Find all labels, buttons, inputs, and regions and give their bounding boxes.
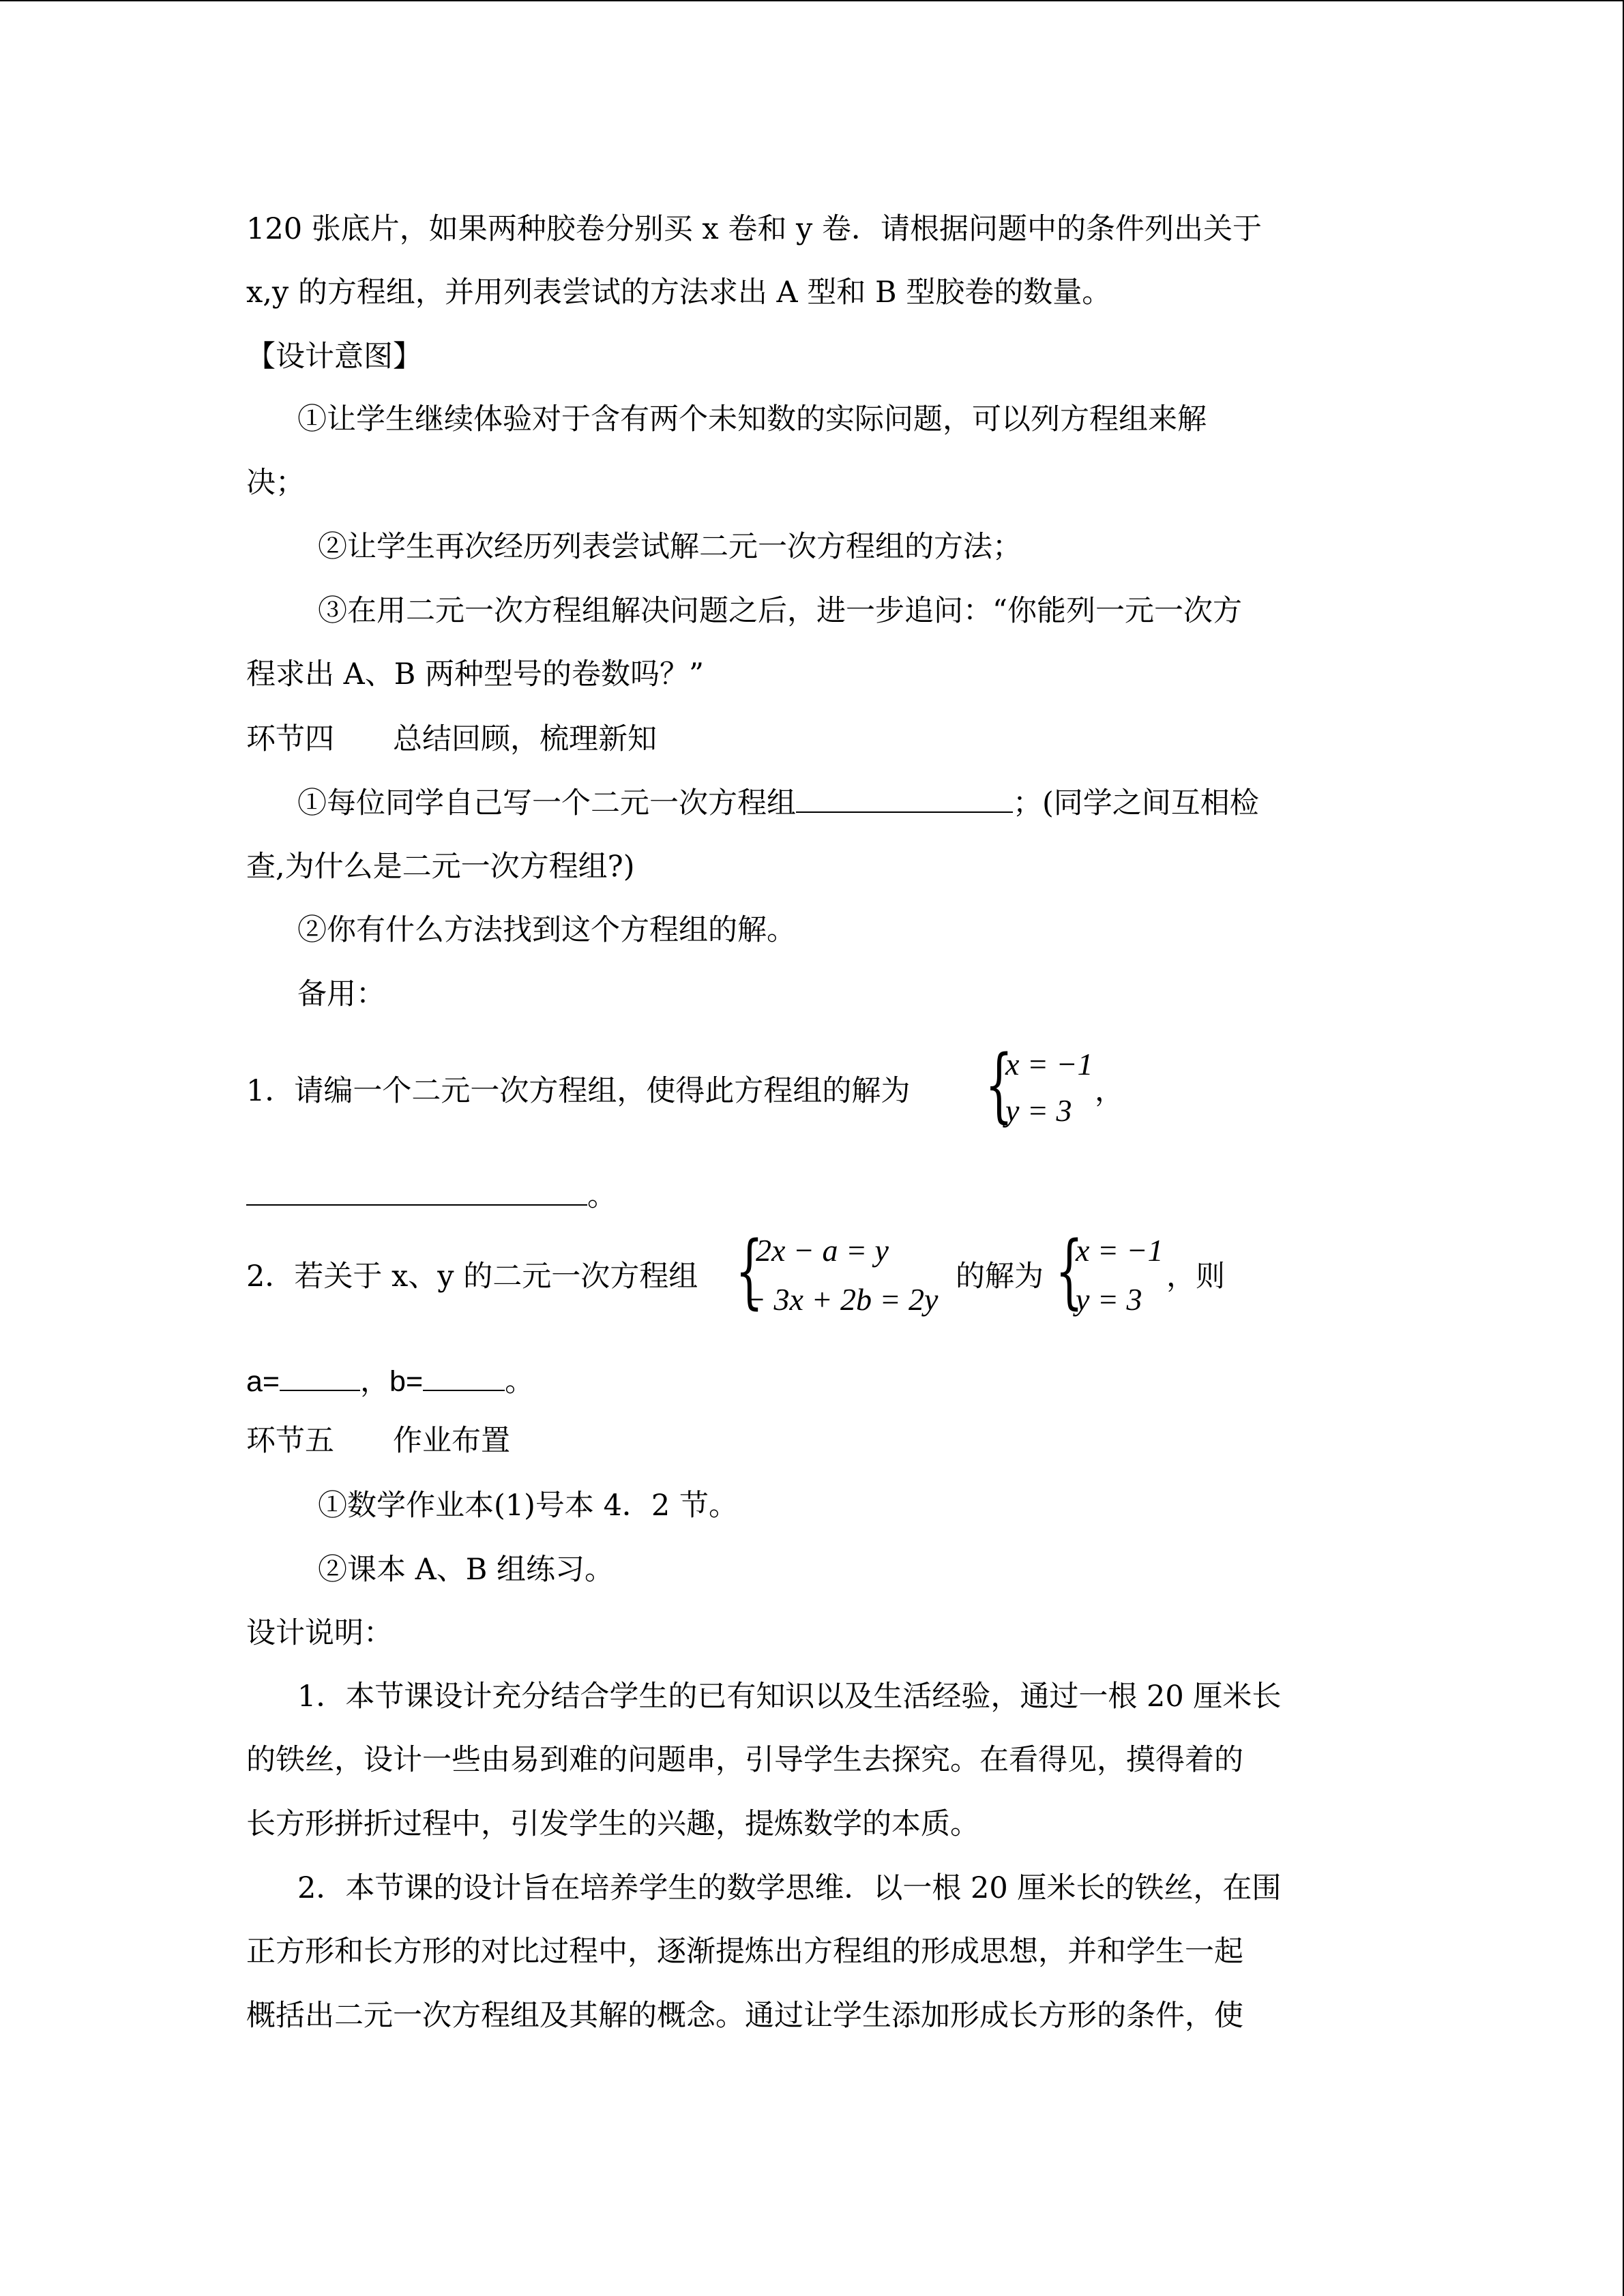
label-a: a=	[246, 1365, 280, 1398]
answer-blank	[423, 1361, 505, 1391]
section-heading: 环节四 总结回顾，梳理新知	[246, 722, 657, 756]
text-line: 概括出二元一次方程组及其解的概念。通过让学生添加形成长方形的条件，使	[246, 1999, 1243, 2033]
equation: y = 3	[1076, 1282, 1142, 1317]
section-heading: 设计说明：	[246, 1616, 393, 1650]
text-line: 决；	[246, 466, 305, 500]
text-line: ①数学作业本(1)号本 4．2 节。	[318, 1489, 738, 1523]
text-line: ③在用二元一次方程组解决问题之后，进一步追问：“你能列一元一次方	[318, 594, 1242, 628]
text-line: 长方形拼折过程中，引发学生的兴趣，提炼数学的本质。	[246, 1807, 979, 1841]
answer-blank	[796, 783, 1013, 813]
text-line: 120 张底片，如果两种胶卷分别买 x 卷和 y 卷．请根据问题中的条件列出关于	[246, 212, 1262, 246]
text-line: 程求出 A、B 两种型号的卷数吗？”	[246, 657, 704, 691]
text-line: ②让学生再次经历列表尝试解二元一次方程组的方法；	[318, 530, 1022, 564]
q1-text: ①每位同学自己写一个二元一次方程组	[297, 786, 796, 820]
text-line: 正方形和长方形的对比过程中，逐渐提炼出方程组的形成思想，并和学生一起	[246, 1935, 1243, 1969]
label-b: ，b=	[360, 1365, 424, 1398]
text-line: 的解为	[956, 1259, 1044, 1294]
exercise-2-text: 2．若关于 x、y 的二元一次方程组	[246, 1259, 698, 1294]
text-line: 1．本节课设计充分结合学生的已有知识以及生活经验，通过一根 20 厘米长	[297, 1680, 1282, 1714]
brace: {	[985, 1037, 1014, 1131]
text-line: ①让学生继续体验对于含有两个未知数的实际问题，可以列方程组来解	[297, 402, 1207, 436]
equation: − 3x + 2b = 2y	[745, 1282, 939, 1317]
text-line: ②课本 A、B 组练习。	[318, 1553, 614, 1587]
section-heading: 【设计意图】	[246, 340, 422, 374]
equation: 2x − a = y	[756, 1233, 889, 1268]
section-heading: 环节五 作业布置	[246, 1424, 510, 1458]
text-line: 的铁丝，设计一些由易到难的问题串，引导学生去探究。在看得见，摸得着的	[246, 1743, 1243, 1777]
answer-blank	[246, 1176, 587, 1206]
text-line: ②你有什么方法找到这个方程组的解。	[297, 913, 796, 947]
text-line	[246, 1176, 617, 1217]
text-line: x,y 的方程组，并用列表尝试的方法求出 A 型和 B 型胶卷的数量。	[246, 275, 1112, 310]
equation: x = −1	[1076, 1233, 1164, 1268]
punctuation: 。	[505, 1365, 535, 1398]
exercise-1-text: 1．请编一个二元一次方程组，使得此方程组的解为	[246, 1074, 911, 1108]
text-line: 2．本节课的设计旨在培养学生的数学思维．以一根 20 厘米长的铁丝，在围	[297, 1871, 1282, 1905]
q1-text-tail: ；(同学之间互相检	[1013, 786, 1259, 820]
text-line: 备用：	[297, 977, 385, 1011]
equation: x = −1	[1005, 1047, 1093, 1082]
equation: y = 3	[1005, 1093, 1072, 1128]
solution-system-1	[985, 1037, 1101, 1139]
text-line	[246, 1361, 534, 1402]
punctuation: 。	[587, 1179, 617, 1213]
brace: {	[735, 1223, 764, 1317]
text-line: 查,为什么是二元一次方程组?)	[246, 850, 635, 884]
text-line: ，则	[1166, 1259, 1225, 1294]
solution-system-2	[1055, 1223, 1171, 1326]
answer-blank	[280, 1361, 360, 1391]
text-line	[297, 783, 1259, 824]
equation-system	[735, 1223, 960, 1326]
brace: {	[1055, 1223, 1084, 1317]
punctuation: ，	[1095, 1074, 1124, 1108]
